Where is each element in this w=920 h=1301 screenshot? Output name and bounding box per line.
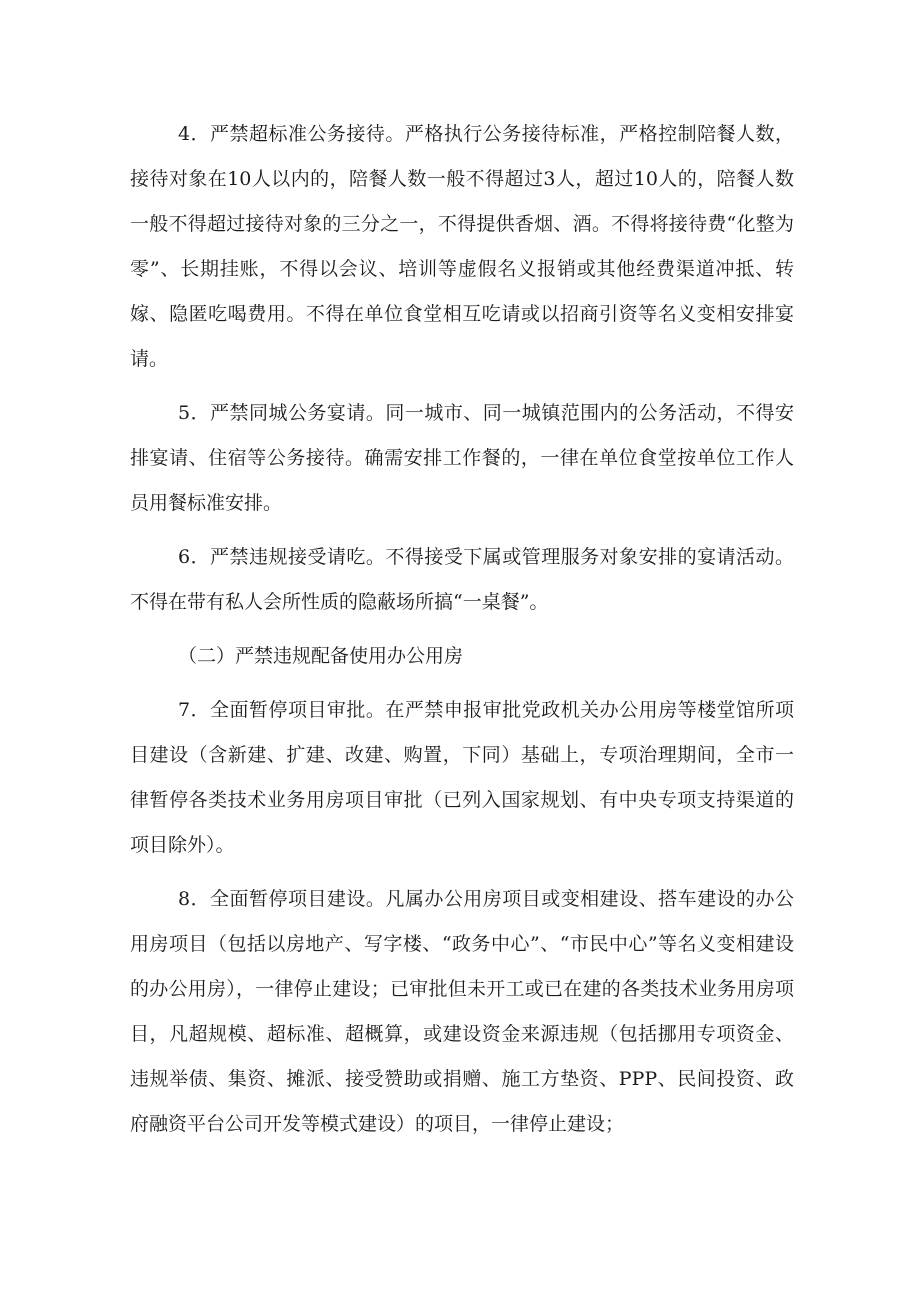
- section-heading: （二）严禁违规配备使用办公用房: [178, 645, 464, 667]
- paragraph-item-7: 7．全面暂停项目审批。在严禁申报审批党政机关办公用房等楼堂馆所项目建设（含新建、扩建、改建、购置，下同）基础上，专项治理期间，全市一律暂停各类技术业务用房项目审批（已列入国家规划、有中央专项支持渠道的项目除外）。: [130, 699, 794, 856]
- document-body: [130, 112, 794, 1156]
- paragraph-item-6: 6．严禁违规接受请吃。不得接受下属或管理服务对象安排的宴请活动。不得在带有私人会所性质的隐蔽场所搞“一桌餐”。: [130, 546, 794, 613]
- paragraph-item-8: 8．全面暂停项目建设。凡属办公用房项目或变相建设、搭车建设的办公用房项目（包括以房地产、写字楼、“政务中心”、“市民中心”等名义变相建设的办公用房），一律停止建设；已审批但未开工或已在建的各类技术业务用房项目，凡超规模、超标准、超概算，或建设资金来源违规（包括挪用专项资金、违规举债、集资、摊派、接受赞助或捐赠、施工方垫资、PPP、民间投资、政府融资平台公司开发等模式建设）的项目，一律停止建设；: [130, 888, 794, 1135]
- paragraph-item-5: 5．严禁同城公务宴请。同一城市、同一城镇范围内的公务活动，不得安排宴请、住宿等公务接待。确需安排工作餐的，一律在单位食堂按单位工作人员用餐标准安排。: [130, 402, 794, 514]
- paragraph-item-4: 4．严禁超标准公务接待。严格执行公务接待标准，严格控制陪餐人数，接待对象在10人以内的，陪餐人数一般不得超过3人，超过10人的，陪餐人数一般不得超过接待对象的三分之一，不得提供香烟、酒。不得将接待费“化整为零”、长期挂账，不得以会议、培训等虚假名义报销或其他经费渠道冲抵、转嫁、隐匿吃喝费用。不得在单位食堂相互吃请或以招商引资等名义变相安排宴请。: [130, 123, 794, 370]
